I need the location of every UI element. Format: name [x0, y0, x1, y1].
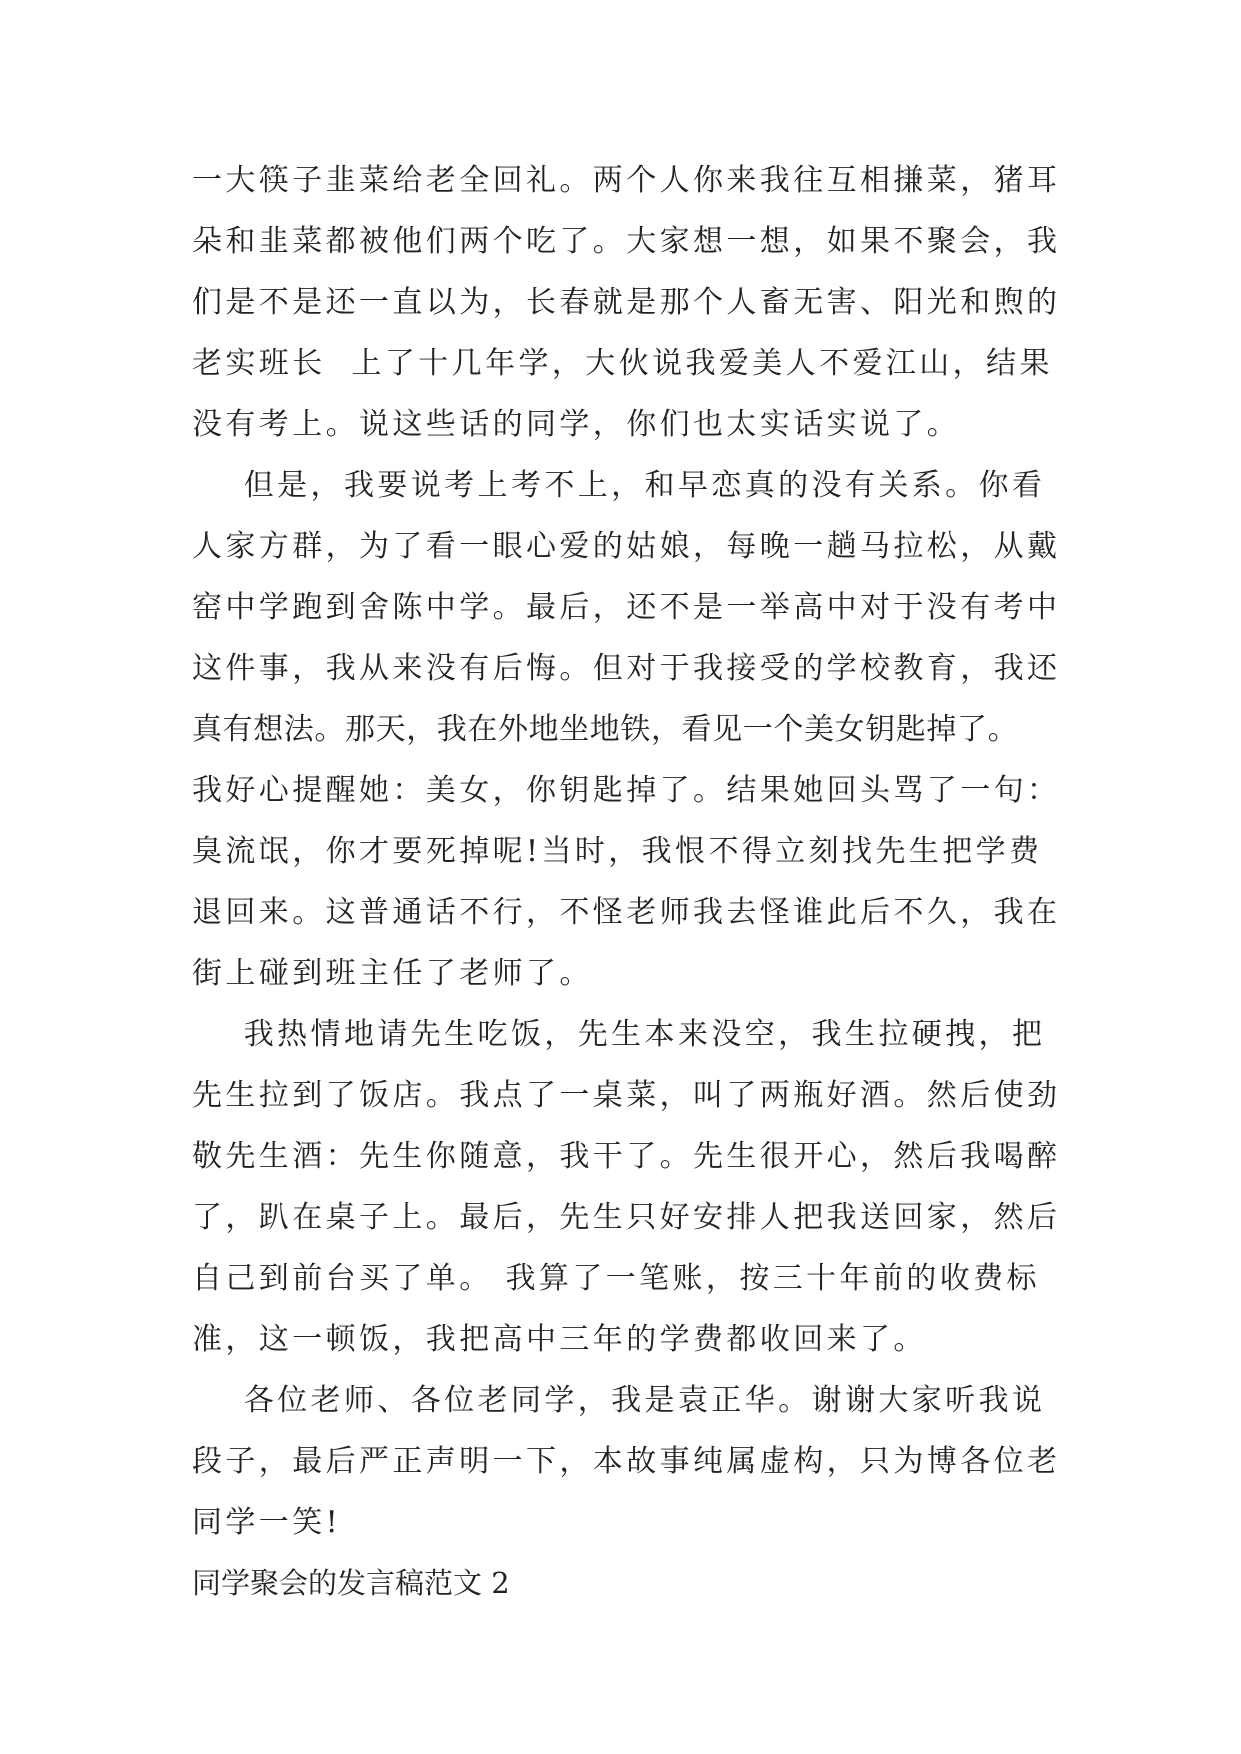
text-line: 没有考上。说这些话的同学，你们也太实话实说了。: [192, 407, 961, 442]
text-line: 同学一笑!: [192, 1505, 342, 1540]
text-line: 一大筷子韭菜给老全回礼。两个人你来我往互相搛菜，猪耳: [192, 163, 1061, 198]
text-line: 老实班长 上了十几年学，大伙说我爱美人不爱江山，结果: [192, 346, 1053, 381]
text-line: 各位老师、各位老同学，我是袁正华。谢谢大家听我说: [192, 1383, 1046, 1418]
text-line: 段子，最后严正声明一下，本故事纯属虚构，只为博各位老: [192, 1444, 1061, 1479]
text-line: 窑中学跑到舍陈中学。最后，还不是一举高中对于没有考中: [192, 590, 1061, 625]
text-line: 准，这一顿饭，我把高中三年的学费都收回来了。: [192, 1322, 927, 1357]
text-line: 我热情地请先生吃饭，先生本来没空，我生拉硬拽，把: [192, 1017, 1046, 1052]
text-line: 但是，我要说考上考不上，和早恋真的没有关系。你看: [192, 468, 1046, 503]
text-line: 人家方群，为了看一眼心爱的姑娘，每晚一趟马拉松，从戴: [192, 529, 1061, 564]
text-line: 我好心提醒她：美女，你钥匙掉了。结果她回头骂了一句：: [192, 773, 1061, 808]
text-line: 这件事，我从来没有后悔。但对于我接受的学校教育，我还: [192, 651, 1061, 686]
text-line: 先生拉到了饭店。我点了一桌菜，叫了两瓶好酒。然后使劲: [192, 1078, 1061, 1113]
text-line: 敬先生酒：先生你随意，我干了。先生很开心，然后我喝醉: [192, 1139, 1061, 1174]
text-line: 臭流氓，你才要死掉呢!当时，我恨不得立刻找先生把学费: [192, 834, 1043, 869]
text-line: 退回来。这普通话不行，不怪老师我去怪谁此后不久，我在: [192, 895, 1061, 930]
text-line: 真有想法。那天，我在外地坐地铁，看见一个美女钥匙掉了。: [192, 712, 1019, 747]
section-heading: 同学聚会的发言稿范文 2: [192, 1566, 510, 1600]
text-line: 街上碰到班主任了老师了。: [192, 956, 593, 991]
text-line: 们是不是还一直以为，长春就是那个人畜无害、阳光和煦的: [192, 285, 1061, 320]
text-line: 了，趴在桌子上。最后，先生只好安排人把我送回家，然后: [192, 1200, 1061, 1235]
text-line: 朵和韭菜都被他们两个吃了。大家想一想，如果不聚会，我: [192, 224, 1061, 259]
document-body: [192, 150, 1061, 1613]
text-line: 自己到前台买了单。 我算了一笔账，按三十年前的收费标: [192, 1261, 1040, 1296]
